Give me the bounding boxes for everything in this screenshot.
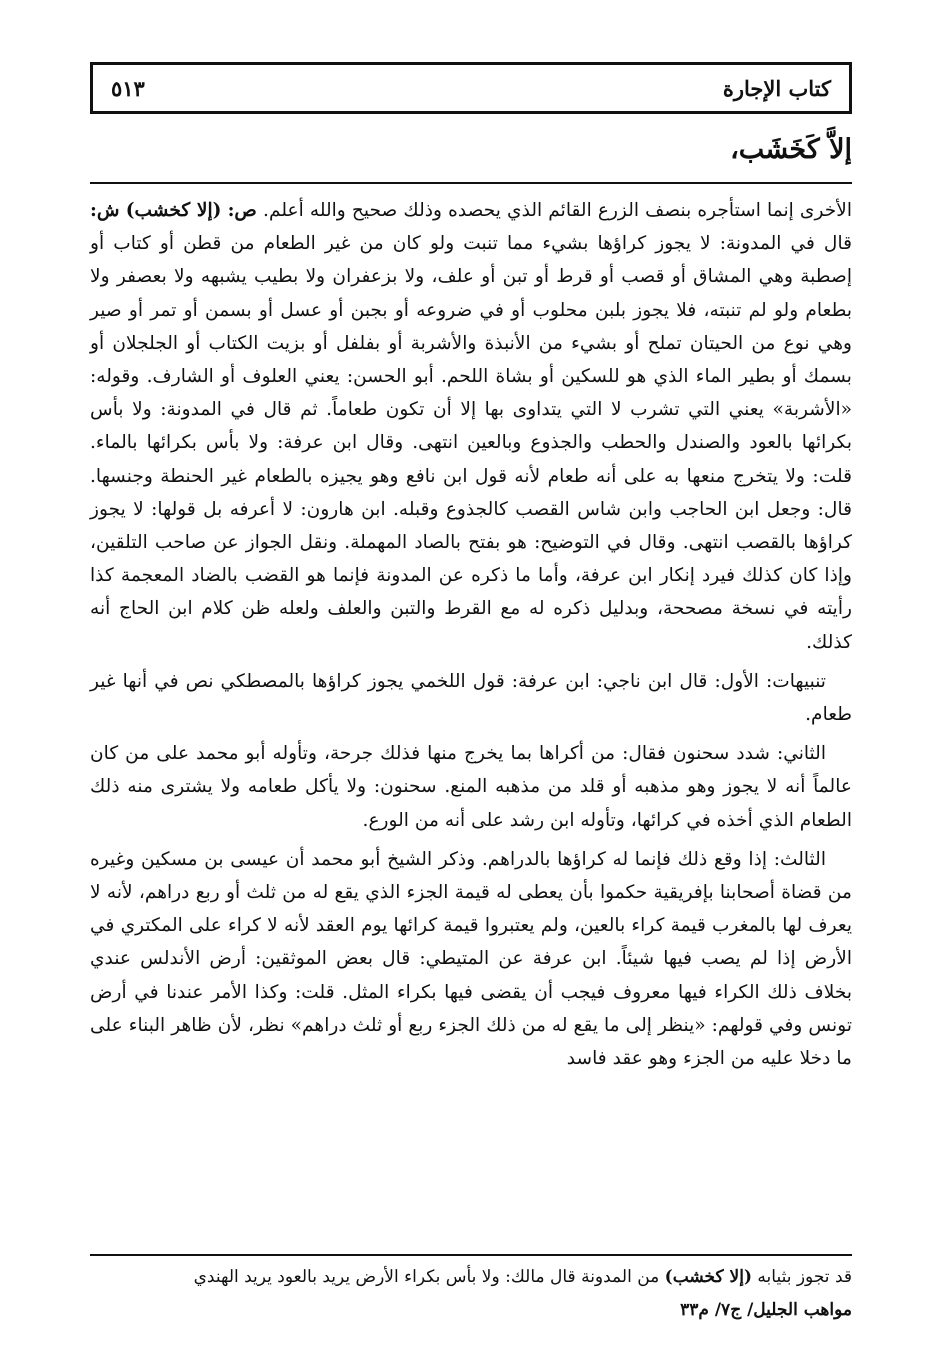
commentary-p1-text: قال في المدونة: لا يجوز كراؤها بشيء مما تنبت ولو كان من غير الطعام من قطن أو كتاب أو إصطبة وهي المشاق أو قصب أو قرط أو تبن أو علف، ولا بزعفران ولا بطيب يشبهه ولا بعصفر ولا بطعام ولو لم تنبته، فلا يجوز بلبن محلوب أو في ضروعه أو بجبن أو عسل أو بسمن أو تمر أو صير وهي نوع من الحيتان تملح أو بشيء من الأنبذة والأشربة أو بفلفل أو بزيت الكتاب أو الجلجلان أو بسمك أو بطير الماء الذي هو للسكين أو بشاة اللحم. أبو الحسن: يعني العلوف أو الشارف. وقوله: «الأشربة» يعني التي تشرب لا التي يتداوى بها إلا أن تكون طعاماً. ثم قال في المدونة: ولا بأس بكرائها بالعود والصندل والحطب والجذوع وبالعين انتهى. وقال ابن عرفة: ولا بأس بكرائها بالماء. قلت: ولا يتخرج منعها به على أنه طعام لأنه قول ابن نافع وهو يجيزه بالطعام غير الحنطة وجنسها. قال: وجعل ابن الحاجب وابن شاس القصب كالجذوع وقبله. ابن هارون: لا أعرفه بل قولها: لا يجوز كراؤها بالقصب انتهى. وقال في التوضيح: هو بفتح بالصاد المهملة. ونقل الجواز عن صاحب التلقين، وإذا كان كذلك فيرد إنكار ابن عرفة، وأما ما ذكره عن المدونة فإنما هو القضب بالضاد المعجمة كذا رأيته في نسخة مصححة، وبدليل ذكره له مع القرط والتبن والعلف ولعله ظن كلام ابن الحاج أنه كذلك.	[90, 233, 852, 653]
footnote	[90, 1262, 852, 1292]
footnote-text: من المدونة قال مالك: ولا بأس بكراء الأرض يريد بالعود يريد الهندي	[193, 1267, 660, 1287]
chapter-title: كتاب الإجارة	[722, 75, 831, 101]
page-number: ٥١٣	[111, 75, 145, 101]
footnote-divider	[90, 1254, 852, 1256]
matn-text: إلاَّ كَخَشَب،	[730, 134, 852, 165]
footnote-quote: (إلا كخشب)	[664, 1267, 753, 1287]
commentary-paragraph-3: الثاني: شدد سحنون فقال: من أكراها بما يخرج منها فذلك جرحة، وتأوله أبو محمد على من كان عالماً أنه لا يجوز وهو مذهبه أو قلد من مذهبه المنع. سحنون: ولا يأكل طعامه ولا يشترى منه ذلك الطعام الذي أخذه في كرائها، وتأوله ابن رشد على أنه من الورع.	[90, 743, 852, 831]
commentary-paragraph-4: الثالث: إذا وقع ذلك فإنما له كراؤها بالدراهم. وذكر الشيخ أبو محمد أن عيسى بن مسكين وغيره من قضاة أصحابنا بإفريقية حكموا بأن يعطى له قيمة الجزء الذي يقع له من ثلث أو ربع دراهم، لأنه لا يعرف لها بالمغرب قيمة كراء بالعين، ولم يعتبروا قيمة كرائها يوم العقد لأنه لا كراء على المكتري في الأرض إذا لم يصب فيها شيئاً. ابن عرفة عن المتيطي: قال بعض الموثقين: أرض الأندلس عندي بخلاف ذلك الكراء فيها معروف فيجب أن يقضى فيها بكراء المثل. قلت: وكذا الأمر عندنا في أرض تونس وفي قولهم: «ينظر إلى ما يقع له من ذلك الجزء ربع أو ثلث دراهم» نظر، لأن ظاهر البناء على ما دخلا عليه من الجزء وهو عقد فاسد	[90, 848, 852, 1070]
commentary-p1-intro: الأخرى إنما استأجره بنصف الزرع القائم الذي يحصده وذلك صحيح والله أعلم.	[263, 200, 852, 221]
commentary-body	[90, 194, 852, 1075]
commentary-paragraph-2: تنبيهات: الأول: قال ابن ناجي: ابن عرفة: قول اللخمي يجوز كراؤها بالمصطكي نص في أنها غير طعام.	[90, 670, 852, 726]
running-header	[90, 62, 852, 114]
footnote-lead: قد تجوز بثيابه	[757, 1267, 852, 1287]
matn-divider	[90, 182, 852, 184]
commentary-paragraph-1	[90, 194, 852, 659]
volume-signature: مواهب الجليل/ ج٧/ م٣٣	[680, 1300, 852, 1320]
shin-marker: ش:	[90, 200, 120, 221]
sad-marker: ص:	[227, 200, 257, 221]
matn-quote: (إلا كخشب)	[125, 200, 222, 221]
